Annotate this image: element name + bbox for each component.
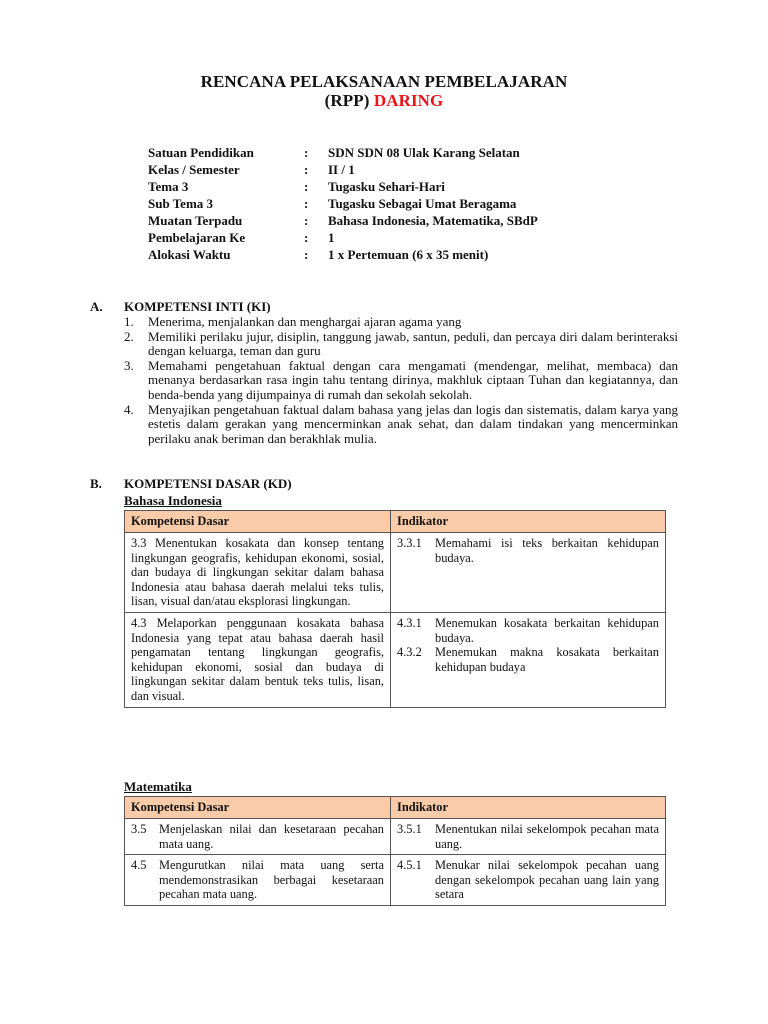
indicator-text: Memahami isi teks berkaitan kehidupan budaya. (435, 536, 659, 565)
table-header-row (125, 511, 666, 533)
list-item (124, 330, 678, 359)
indicator-code: 4.5.1 (397, 858, 422, 873)
indicator-text: Menentukan nilai sekelompok pecahan mata uang. (435, 822, 659, 851)
identity-colon: : (304, 196, 309, 211)
identity-value: Tugasku Sehari-Hari (328, 179, 445, 194)
list-item-text: Memiliki perilaku jujur, disiplin, tanggung jawab, santun, peduli, dan percaya diri dalam berinteraksi dengan keluarga, teman dan guru (148, 328, 678, 359)
list-item-text: Memahami pengetahuan faktual dengan cara mengamati (mendengar, melihat, membaca) dan menanya berdasarkan rasa ingin tahu tentang dirinya, makhluk ciptaan Tuhan dan kegiatannya, dan benda-benda yang dijumpainya di rumah dan sekolah sekolah. (148, 357, 678, 402)
table-row (125, 819, 666, 855)
subject-heading-bahasa: Bahasa Indonesia (124, 493, 222, 508)
identity-colon: : (304, 247, 309, 262)
identity-label: Satuan Pendidikan (148, 145, 254, 160)
indicator-item (397, 536, 659, 565)
identity-label: Pembelajaran Ke (148, 230, 246, 245)
header-indikator: Indikator (391, 511, 666, 533)
identity-value: SDN SDN 08 Ulak Karang Selatan (328, 145, 520, 160)
identity-colon: : (304, 145, 309, 160)
indicator-code: 3.5.1 (397, 822, 422, 836)
indicator-code: 3.3.1 (397, 536, 422, 550)
list-item-number: 2. (124, 328, 134, 344)
identity-label: Sub Tema 3 (148, 196, 214, 211)
identity-value: 1 x Pertemuan (6 x 35 menit) (328, 247, 489, 262)
identity-value: II / 1 (328, 162, 355, 177)
list-item-text: Menyajikan pengetahuan faktual dalam bahasa yang jelas dan logis dan sistematis, dalam karya yang estetis dalam gerakan yang mencerminkan anak sehat, dan dalam tindakan yang mencerminkan perilaku anak beriman dan berakhlak mulia. (148, 401, 678, 446)
identity-colon: : (304, 230, 309, 245)
table-row (125, 533, 666, 613)
identity-colon: : (304, 162, 309, 177)
subtitle-rpp: (RPP) (324, 91, 374, 110)
indicator-cell (391, 612, 666, 707)
identity-label: Kelas / Semester (148, 162, 240, 177)
kd-cell: 4.3 Melaporkan penggunaan kosakata bahasa Indonesia yang tepat atau bahasa daerah hasil pengamatan tentang lingkungan geografis, kehidupan ekonomi, sosial dan budaya di lingkungan sekitar dalam bentuk teks tulis, lisan, dan visual. (125, 612, 391, 707)
document-title: RENCANA PELAKSANAAN PEMBELAJARAN (200, 72, 568, 91)
kd-item (131, 822, 384, 851)
header-indikator: Indikator (391, 797, 666, 819)
kd-cell (125, 819, 391, 855)
indicator-item (397, 822, 659, 851)
identity-value: Bahasa Indonesia, Matematika, SBdP (328, 213, 538, 228)
kd-code: 4.5 (131, 858, 147, 873)
list-item-number: 4. (124, 401, 134, 417)
table-row (125, 855, 666, 906)
indicator-item (397, 858, 659, 902)
section-b-letter: B. (90, 476, 102, 491)
header-kompetensi-dasar: Kompetensi Dasar (125, 511, 391, 533)
subject-heading-matematika: Matematika (124, 779, 192, 794)
indicator-text: Menemukan makna kosakata berkaitan kehidupan budaya (435, 645, 659, 674)
indicator-code: 4.3.2 (397, 645, 422, 660)
kd-text: Menjelaskan nilai dan kesetaraan pecahan mata uang. (159, 822, 384, 851)
section-a-title: KOMPETENSI INTI (KI) (124, 299, 271, 314)
list-item (124, 315, 678, 330)
indicator-text: Menemukan kosakata berkaitan kehidupan budaya. (435, 615, 659, 645)
section-b-title: KOMPETENSI DASAR (KD) (124, 476, 292, 491)
identity-colon: : (304, 179, 309, 194)
kd-cell (125, 855, 391, 906)
table-row (125, 612, 666, 707)
list-item-text: Menerima, menjalankan dan menghargai ajaran agama yang (148, 314, 462, 329)
list-item (124, 359, 678, 403)
identity-label: Muatan Terpadu (148, 213, 243, 228)
indicator-cell (391, 533, 666, 613)
list-item-number: 1. (124, 314, 134, 329)
indicator-text: Menukar nilai sekelompok pecahan uang dengan sekelompok pecahan uang lain yang setara (435, 858, 659, 902)
kd-table-matematika (124, 796, 666, 906)
indicator-code: 4.3.1 (397, 615, 422, 630)
kd-text: Mengurutkan nilai mata uang serta mendemonstrasikan berbagai kesetaraan pecahan mata uang. (159, 858, 384, 902)
kd-cell: 3.3 Menentukan kosakata dan konsep tentang lingkungan geografis, kehidupan ekonomi, sosial, dan budaya di lingkungan sekitar dalam bahasa Indonesia atau bahasa daerah melalui teks tulis, lisan, visual dan/atau eksplorasi lingkungan. (125, 533, 391, 613)
ki-list (124, 315, 678, 446)
indicator-cell (391, 855, 666, 906)
kd-code: 3.5 (131, 822, 147, 836)
kd-table-bahasa (124, 510, 666, 708)
identity-label: Tema 3 (148, 179, 189, 194)
kd-item (131, 858, 384, 902)
indicator-item (397, 616, 659, 645)
subtitle-daring: DARING (373, 91, 444, 110)
list-item (124, 403, 678, 447)
header-kompetensi-dasar: Kompetensi Dasar (125, 797, 391, 819)
identity-label: Alokasi Waktu (148, 247, 231, 262)
list-item-number: 3. (124, 357, 134, 373)
indicator-item (397, 645, 659, 674)
identity-value: Tugasku Sebagai Umat Beragama (328, 196, 517, 211)
table-header-row (125, 797, 666, 819)
identity-colon: : (304, 213, 309, 228)
document-subtitle (0, 91, 768, 111)
indicator-cell (391, 819, 666, 855)
section-a-letter: A. (90, 299, 103, 314)
identity-value: 1 (328, 230, 335, 245)
